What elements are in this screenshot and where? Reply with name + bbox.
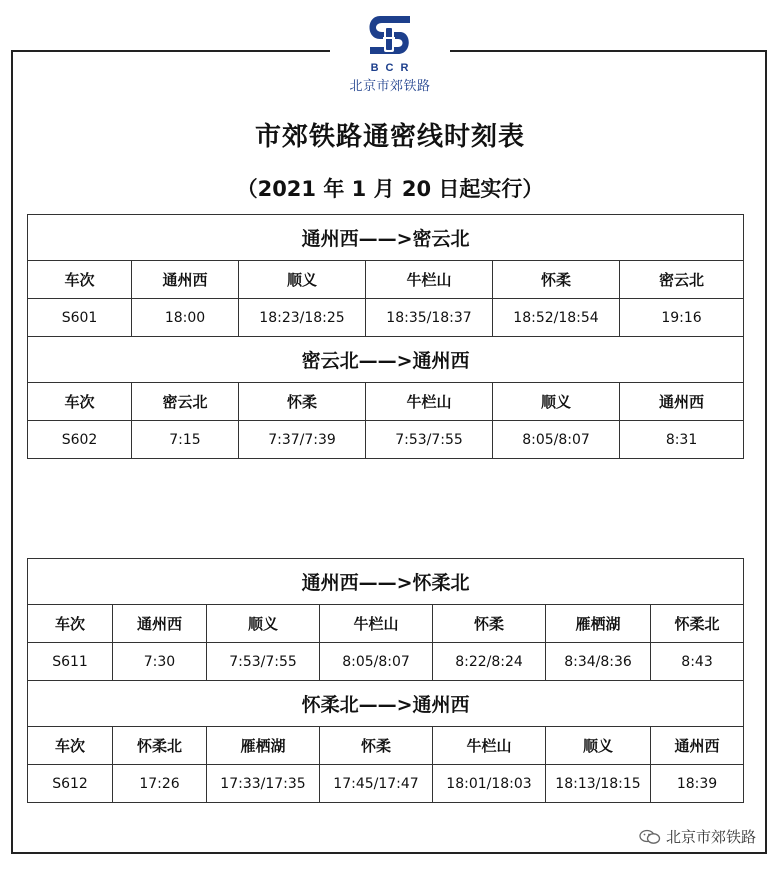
column-header: 顺义 xyxy=(493,383,620,421)
time-cell: 18:35/18:37 xyxy=(366,299,493,337)
time-cell: 8:43 xyxy=(651,643,744,681)
wechat-icon xyxy=(639,829,661,845)
logo-abbreviation: BCR xyxy=(370,62,416,74)
column-header: 车次 xyxy=(28,727,113,765)
time-cell: 17:33/17:35 xyxy=(207,765,320,803)
logo-org-name: 北京市郊铁路 xyxy=(349,79,431,94)
column-header: 雁栖湖 xyxy=(207,727,320,765)
column-header: 牛栏山 xyxy=(366,383,493,421)
column-header: 通州西 xyxy=(620,383,744,421)
timetable-tongzhou-miyun xyxy=(27,214,744,459)
column-header: 通州西 xyxy=(651,727,744,765)
table-row xyxy=(28,421,744,459)
watermark-text: 北京市郊铁路 xyxy=(665,828,756,846)
column-header: 密云北 xyxy=(620,261,744,299)
bcr-emblem-icon xyxy=(364,10,416,60)
column-header: 怀柔北 xyxy=(651,605,744,643)
time-cell: 7:15 xyxy=(132,421,239,459)
time-cell: 7:30 xyxy=(113,643,207,681)
time-cell: 7:53/7:55 xyxy=(207,643,320,681)
column-header: 车次 xyxy=(28,383,132,421)
column-header: 通州西 xyxy=(113,605,207,643)
time-cell: 8:31 xyxy=(620,421,744,459)
direction-header: 怀柔北——>通州西 xyxy=(28,681,744,727)
table-row xyxy=(28,299,744,337)
column-header: 怀柔 xyxy=(433,605,546,643)
column-header: 雁栖湖 xyxy=(546,605,651,643)
time-cell: 18:23/18:25 xyxy=(239,299,366,337)
column-header: 怀柔北 xyxy=(113,727,207,765)
time-cell: 18:39 xyxy=(651,765,744,803)
time-cell: 8:05/8:07 xyxy=(320,643,433,681)
time-cell: 19:16 xyxy=(620,299,744,337)
column-header: 通州西 xyxy=(132,261,239,299)
column-header: 顺义 xyxy=(207,605,320,643)
time-cell: 8:22/8:24 xyxy=(433,643,546,681)
column-header: 牛栏山 xyxy=(320,605,433,643)
column-header: 顺义 xyxy=(239,261,366,299)
page-title: 市郊铁路通密线时刻表 xyxy=(254,122,525,152)
column-header: 怀柔 xyxy=(493,261,620,299)
time-cell: 18:52/18:54 xyxy=(493,299,620,337)
timetable-tongzhou-huairou xyxy=(27,558,744,803)
column-header: 牛栏山 xyxy=(366,261,493,299)
train-number: S601 xyxy=(28,299,132,337)
direction-header: 通州西——>密云北 xyxy=(28,215,744,261)
train-number: S602 xyxy=(28,421,132,459)
column-header: 怀柔 xyxy=(320,727,433,765)
wechat-watermark xyxy=(639,826,756,847)
column-header: 怀柔 xyxy=(239,383,366,421)
time-cell: 17:45/17:47 xyxy=(320,765,433,803)
train-number: S612 xyxy=(28,765,113,803)
time-cell: 8:05/8:07 xyxy=(493,421,620,459)
effective-date: （2021 年 1 月 20 日起实行） xyxy=(236,177,544,201)
direction-header: 通州西——>怀柔北 xyxy=(28,559,744,605)
column-header: 牛栏山 xyxy=(433,727,546,765)
table-row xyxy=(28,765,744,803)
column-header: 顺义 xyxy=(546,727,651,765)
time-cell: 18:13/18:15 xyxy=(546,765,651,803)
time-cell: 7:37/7:39 xyxy=(239,421,366,459)
train-number: S611 xyxy=(28,643,113,681)
time-cell: 7:53/7:55 xyxy=(366,421,493,459)
time-cell: 8:34/8:36 xyxy=(546,643,651,681)
column-header: 车次 xyxy=(28,261,132,299)
bcr-logo xyxy=(330,10,450,102)
column-header: 车次 xyxy=(28,605,113,643)
table-row xyxy=(28,643,744,681)
column-header: 密云北 xyxy=(132,383,239,421)
time-cell: 18:01/18:03 xyxy=(433,765,546,803)
time-cell: 17:26 xyxy=(113,765,207,803)
time-cell: 18:00 xyxy=(132,299,239,337)
direction-header: 密云北——>通州西 xyxy=(28,337,744,383)
